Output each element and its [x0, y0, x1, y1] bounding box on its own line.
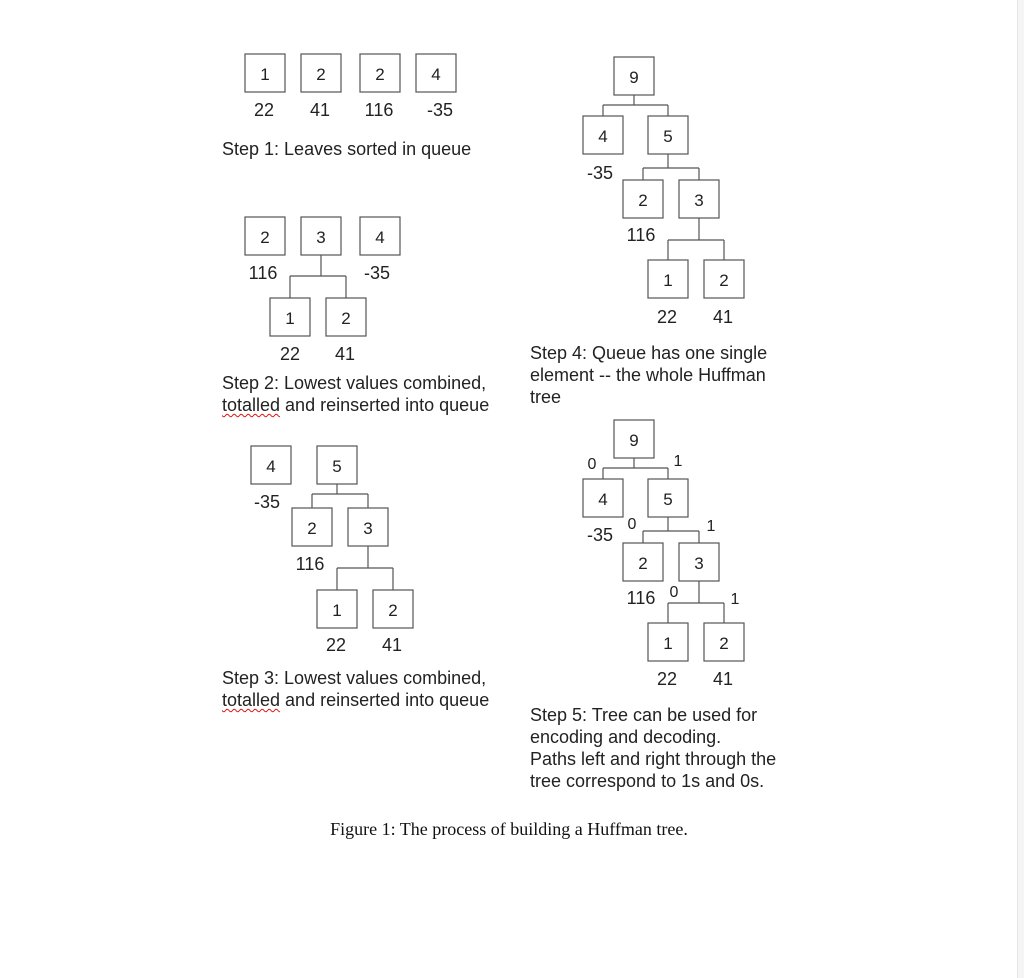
step5-node-3-weight: 3	[694, 554, 704, 573]
step2-node-3-weight: 3	[316, 228, 326, 247]
step5-edges-mid	[643, 517, 699, 543]
step2-tree	[245, 217, 400, 364]
step4-caption-line3: tree	[530, 387, 562, 407]
step5-tree	[583, 420, 744, 689]
step4-tree	[583, 57, 744, 327]
step1-caption: Step 1: Leaves sorted in queue	[222, 139, 472, 159]
step5-caption-line3: Paths left and right through the	[530, 749, 777, 769]
figure-caption: Figure 1: The process of building a Huffman tree.	[330, 819, 688, 839]
step4-edges-bottom	[668, 218, 724, 260]
step3-node-3-weight: 3	[363, 519, 373, 538]
step5-leaf-minus35-weight: 4	[598, 490, 608, 509]
page-right-edge	[1017, 0, 1024, 978]
step2-caption-line1: Step 2: Lowest values combined,	[222, 373, 487, 393]
step3-leaf-116-weight: 2	[307, 519, 317, 538]
step5-leaf-116-value: 116	[626, 588, 656, 608]
step5-bit-bottom-left: 0	[669, 584, 679, 601]
step3-child-2-weight: 2	[388, 601, 398, 620]
step2-leaf-116-weight: 2	[260, 228, 270, 247]
step5-bit-mid-right: 1	[706, 518, 716, 535]
step5-child-1-weight: 1	[663, 634, 673, 653]
step5-child-1-value: 22	[656, 669, 678, 689]
step4-root-9-weight: 9	[629, 68, 639, 87]
step1-node-2-value: 41	[309, 100, 331, 120]
step3-leaf-minus35-weight: 4	[266, 457, 276, 476]
step2-caption-line2	[222, 394, 489, 416]
step5-root-9-weight: 9	[629, 431, 639, 450]
step4-caption-line1: Step 4: Queue has one single	[530, 343, 768, 363]
step1-node-1-value: 22	[253, 100, 275, 120]
step3-caption-spellcheck-word: totalled	[222, 690, 281, 710]
step1-node-4-weight: 4	[431, 65, 441, 84]
step2-child-2-weight: 2	[341, 309, 351, 328]
step3-edges-top	[312, 484, 368, 508]
step5-node-5-weight: 5	[663, 490, 673, 509]
step3-child-1-weight: 1	[332, 601, 342, 620]
step3-leaf-minus35-value: -35	[253, 492, 281, 512]
step2-child-1-value: 22	[279, 344, 301, 364]
step4-caption-line2: element -- the whole Huffman	[530, 365, 766, 385]
step5-caption-line4: tree correspond to 1s and 0s.	[530, 771, 765, 791]
step5-caption-line1: Step 5: Tree can be used for	[530, 705, 758, 725]
step4-child-1-weight: 1	[663, 271, 673, 290]
step1-node-2-weight: 2	[316, 65, 326, 84]
step2-caption-line2-rest: and reinserted into queue	[280, 395, 490, 415]
step2-leaf-minus35-value: -35	[363, 263, 391, 283]
step4-leaf-minus35-weight: 4	[598, 127, 608, 146]
step4-leaf-116-value: 116	[626, 225, 656, 245]
step4-leaf-minus35-value: -35	[586, 163, 614, 183]
step4-edges-root	[603, 95, 668, 116]
step3-caption-line2	[222, 689, 489, 711]
step2-child-1-weight: 1	[285, 309, 295, 328]
step2-caption-spellcheck-word: totalled	[222, 395, 281, 415]
step1-node-1-weight: 1	[260, 65, 270, 84]
step5-leaf-minus35-value: -35	[586, 525, 614, 545]
step5-bit-mid-left: 0	[627, 516, 637, 533]
step3-tree	[251, 446, 413, 655]
step1-node-3-value: 116	[364, 100, 394, 120]
step5-child-2-weight: 2	[719, 634, 729, 653]
step4-child-2-value: 41	[712, 307, 734, 327]
step5-bit-root-left: 0	[587, 456, 597, 473]
step3-edges-bottom	[337, 546, 393, 590]
step5-caption-line2: encoding and decoding.	[530, 727, 722, 747]
step4-child-1-value: 22	[656, 307, 678, 327]
step3-caption-line2-rest: and reinserted into queue	[280, 690, 490, 710]
step4-node-3-weight: 3	[694, 191, 704, 210]
step3-child-1-value: 22	[325, 635, 347, 655]
step1-queue	[245, 54, 456, 120]
step5-bit-bottom-right: 1	[730, 591, 740, 608]
step3-leaf-116-value: 116	[295, 554, 325, 574]
step4-child-2-weight: 2	[719, 271, 729, 290]
step4-edges-mid	[643, 154, 699, 180]
step1-node-3-weight: 2	[375, 65, 385, 84]
step2-edges	[290, 255, 346, 298]
step5-leaf-116-weight: 2	[638, 554, 648, 573]
step3-child-2-value: 41	[381, 635, 403, 655]
step5-edges-root	[603, 458, 668, 479]
step3-caption-line1: Step 3: Lowest values combined,	[222, 668, 487, 688]
step5-bit-root-right: 1	[673, 453, 683, 470]
step2-leaf-minus35-weight: 4	[375, 228, 385, 247]
step3-node-5-weight: 5	[332, 457, 342, 476]
step1-node-4-value: -35	[426, 100, 454, 120]
step2-child-2-value: 41	[334, 344, 356, 364]
step4-leaf-116-weight: 2	[638, 191, 648, 210]
step5-child-2-value: 41	[712, 669, 734, 689]
step4-node-5-weight: 5	[663, 127, 673, 146]
step2-leaf-116-value: 116	[248, 263, 278, 283]
